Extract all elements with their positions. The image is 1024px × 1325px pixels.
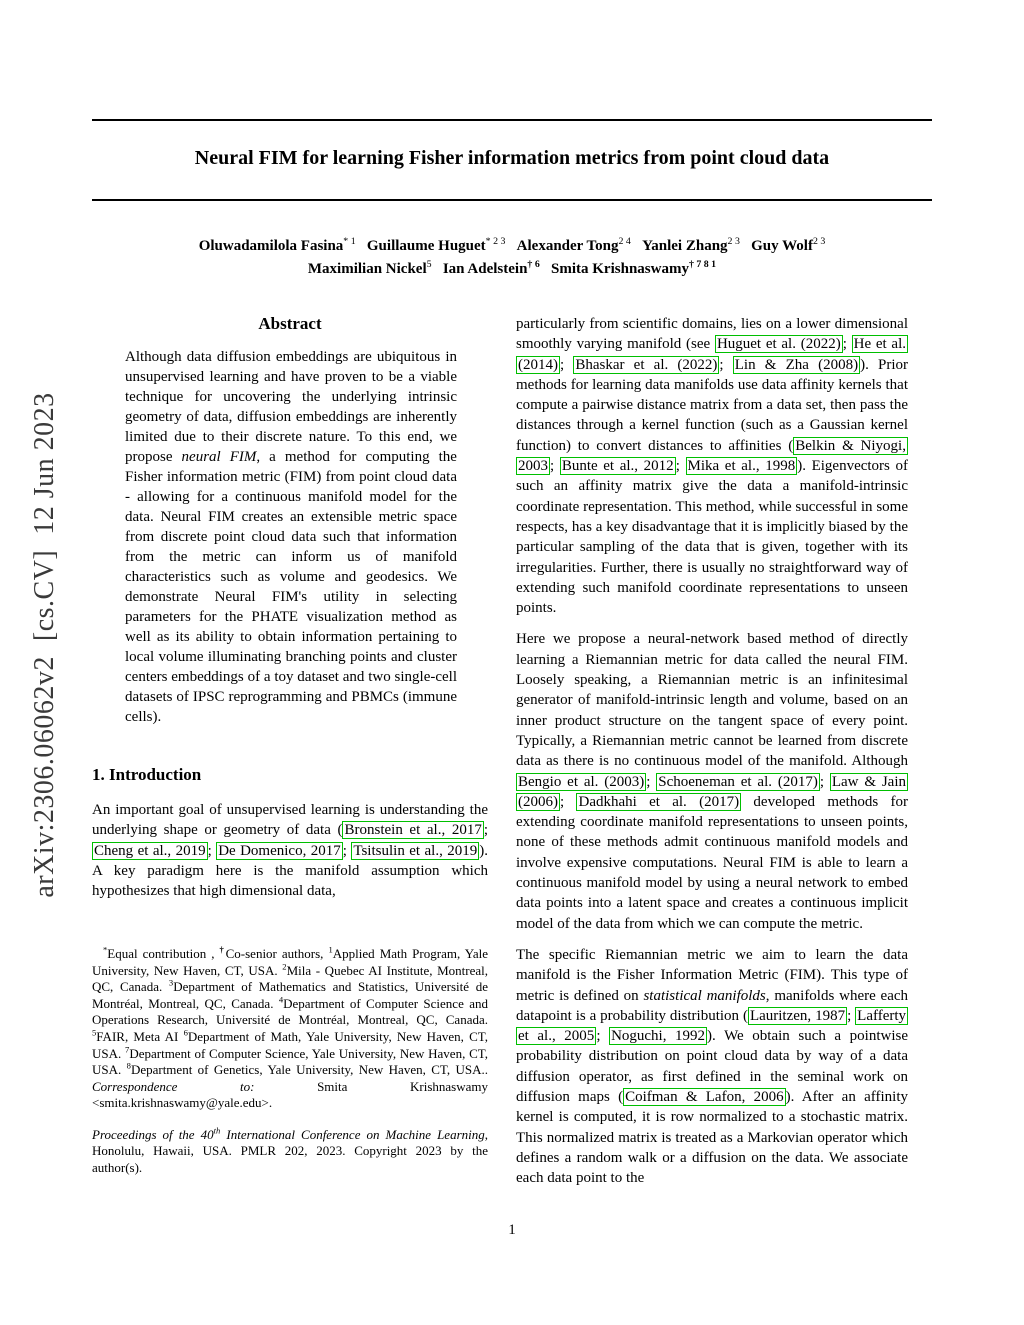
citation-link[interactable]: Mika et al., 1998: [687, 458, 796, 475]
proceedings-note: [92, 1127, 488, 1176]
citation-link[interactable]: De Domenico, 2017: [218, 842, 341, 859]
text-segment: The specific Riemannian metric we aim to learn the data manifold is the Fisher Information Metric (FIM). This type of metric is defined on: [516, 946, 908, 1004]
text-segment: Yanlei Zhang: [642, 238, 728, 254]
text-segment: Department of Computer Science, Yale University, New Haven, CT, USA.: [92, 1045, 488, 1078]
text-segment: Equal contribution ,: [107, 946, 220, 961]
body-paragraph-1: [516, 314, 908, 618]
text-segment: 1: [328, 944, 333, 955]
title-rule-top: [92, 119, 932, 121]
text-segment: *: [103, 944, 108, 955]
author-line-2: [60, 258, 964, 281]
text-segment: Although data diffusion embeddings are ubiquitous in unsupervised learning and have proven to be a viable technique for uncovering the underlying intrinsic geometry of data, diffusion embeddings are inherently limited due to their discrete nature. To this end, we propose: [125, 349, 457, 465]
text-segment: developed methods for extending coordinate manifold representations to unseen points, none of these methods admit continuous manifold models and involve expensive computations. Neural FIM is able to learn a continuous manifold model by using a neural network to embed data points into a latent space and creates a continuous implicit model of the data from which we can compute the metric.: [516, 793, 908, 932]
citation-link[interactable]: Lauritzen, 1987: [749, 1007, 846, 1024]
text-segment: Ian Adelstein: [442, 261, 528, 277]
author-line-1: [60, 235, 964, 258]
text-segment: ;: [596, 1028, 610, 1045]
text-segment: Department of Math, Yale University, New Haven, CT, USA.: [92, 1028, 488, 1061]
text-segment: ). Prior methods for learning data manifolds use data affinity kernels that compute a pairwise distance matrix from a data set, then pass the distances through a kernel function (such as a Gaussian kernel function) to convert distances to affinities (: [516, 356, 908, 454]
text-segment: [540, 261, 551, 277]
citation-link[interactable]: Bengio et al. (2003): [518, 773, 645, 790]
citation-link[interactable]: Coifman & Lafon, 2006: [625, 1088, 784, 1105]
text-segment: 3: [168, 977, 174, 988]
text-segment: Maximilian Nickel: [307, 261, 427, 277]
text-segment: ;: [719, 356, 733, 373]
footnote-block: [92, 946, 488, 1176]
text-segment: ;: [483, 822, 488, 839]
paper-title: Neural FIM for learning Fisher information metrics from point cloud data: [194, 147, 830, 169]
text-segment: 5: [426, 259, 432, 270]
text-segment: [631, 238, 642, 254]
body-paragraph-2: [516, 629, 908, 933]
text-segment: Oluwadamilola Fasina: [198, 238, 344, 254]
citation-link[interactable]: Dadkhahi et al. (2017): [578, 793, 740, 810]
text-segment: Applied Math Program, Yale University, New Haven, CT, USA.: [92, 946, 488, 978]
text-segment: [505, 238, 516, 254]
intro-paragraph: [92, 800, 488, 901]
text-segment: ). After an affinity kernel is computed, it is row normalized to a stochastic matrix. This normalized matrix is treated as a Markovian operator which defines a random walk or a diffusion on the data. We associate each data point to the: [516, 1088, 908, 1187]
text-segment: Department of Computer Science and Operations Research, Université de Montréal, Montreal, QC, Canada.: [92, 995, 488, 1028]
text-segment: Correspondence to:: [92, 1078, 255, 1094]
text-segment: International Conference on Machine Learning: [220, 1126, 485, 1142]
text-segment: [432, 261, 443, 277]
text-segment: , a method for computing the Fisher information metric (FIM) from point cloud data - allowing for a continuous manifold model for the data. Neural FIM creates an extensible metric space from discrete point cloud data such that information from the metric can inform us of manifold characteristics such as volume and geodesics. We demonstrate Neural FIM's utility in selecting parameters for the PHATE visualization method as well as its ability to obtain information pertaining to local volume illuminating branching points and cluster centers embeddings of a toy dataset and two single-cell datasets of IPSC reprogramming and PBMCs (immune cells).: [125, 449, 457, 725]
text-segment: 6: [183, 1027, 188, 1038]
text-segment: Here we propose a neural-network based method of directly learning a Riemannian metric for data called the neural FIM. Loosely speaking, a Riemannian metric is an infinitesimal generator of manifold-intrinsic length and volume, based on an inner product structure on the tangent space of every point. Typically, a Riemannian metric cannot be learned from discrete data as there is no continuous model of the manifold. Although: [516, 631, 908, 770]
text-segment: Guillaume Huguet: [366, 238, 486, 254]
text-segment: ;: [560, 356, 574, 373]
citation-link[interactable]: Schoeneman et al. (2017): [658, 773, 818, 790]
text-segment: ;: [675, 458, 686, 475]
body-paragraph-3: [516, 945, 908, 1189]
text-segment: ;: [207, 842, 217, 859]
text-segment: Smita Krishnaswamy <smita.krishnaswamy@yale.edu>.: [92, 1078, 488, 1111]
text-segment: [740, 238, 751, 254]
text-segment: 2: [282, 961, 287, 972]
text-segment: Alexander Tong: [516, 238, 619, 254]
citation-link[interactable]: He et al. (2014): [518, 336, 907, 373]
arxiv-stamp: arXiv:2306.06062v2 [cs.CV] 12 Jun 2023: [29, 392, 60, 898]
text-segment: Co-senior authors,: [225, 946, 329, 961]
text-segment: [356, 238, 367, 254]
text-segment: , manifolds where each datapoint is a probability distribution (: [516, 987, 909, 1024]
text-segment: * 1: [343, 236, 356, 247]
text-segment: ;: [842, 336, 852, 353]
text-segment: † 7 8 1: [688, 259, 717, 270]
page-number: 1: [508, 1222, 516, 1238]
text-segment: 4: [278, 994, 284, 1005]
citation-link[interactable]: Huguet et al. (2022): [716, 336, 841, 353]
text-segment: 2 3: [727, 236, 740, 247]
right-column: [516, 314, 908, 1199]
author-block: [60, 235, 964, 281]
text-segment: Guy Wolf: [751, 238, 813, 254]
text-segment: Proceedings of the 40: [92, 1126, 214, 1142]
text-segment: An important goal of unsupervised learning is understanding the underlying shape or geometry of data (: [92, 802, 488, 839]
text-segment: 7: [125, 1044, 130, 1055]
left-column: [92, 314, 488, 912]
citation-link[interactable]: Belkin & Niyogi, 2003: [518, 437, 906, 475]
text-segment: , Honolulu, Hawaii, USA. PMLR 202, 2023. Copyright 2023 by the author(s).: [92, 1126, 488, 1175]
text-segment: Mila - Quebec AI Institute, Montreal, QC, Canada.: [92, 962, 488, 995]
text-segment: ). A key paradigm here is the manifold assumption which hypothesizes that high dimensional data,: [92, 842, 488, 900]
citation-link[interactable]: Lafferty et al., 2005: [518, 1007, 907, 1045]
citation-link[interactable]: Law & Jain (2006): [518, 773, 907, 810]
text-segment: FAIR, Meta AI: [96, 1028, 184, 1044]
text-segment: † 6: [527, 259, 540, 270]
citation-link[interactable]: Lin & Zha (2008): [734, 356, 859, 373]
abstract-heading: Abstract: [258, 314, 322, 333]
text-segment: neural FIM: [181, 449, 257, 465]
affiliation-footnote: [92, 946, 488, 1112]
text-segment: 8: [126, 1060, 131, 1071]
citation-link[interactable]: Bunte et al., 2012: [561, 458, 674, 475]
title-rule-bottom: [92, 199, 932, 201]
text-segment: Department of Mathematics and Statistics, Université de Montréal, Montreal, QC, Canada.: [92, 979, 488, 1011]
text-segment: ;: [342, 842, 352, 859]
citation-link[interactable]: Cheng et al., 2019: [94, 842, 206, 859]
text-segment: 5: [92, 1027, 97, 1038]
abstract-text: [125, 347, 457, 727]
text-segment: particularly from scientific domains, lies on a lower dimensional smoothly varying manifold (see: [516, 316, 908, 353]
citation-link[interactable]: Tsitsulin et al., 2019: [353, 842, 478, 859]
text-segment: statistical manifolds: [643, 987, 766, 1004]
text-segment: ;: [646, 773, 657, 790]
text-segment: ;: [550, 458, 560, 475]
text-segment: ;: [847, 1007, 856, 1024]
citation-link[interactable]: Noguchi, 1992: [611, 1028, 706, 1045]
text-segment: 2 3: [812, 236, 826, 247]
citation-link[interactable]: Bhaskar et al. (2022): [575, 356, 718, 373]
section-heading-introduction: 1. Introduction: [92, 765, 202, 784]
text-segment: ). Eigenvectors of such an affinity matrix give the data a manifold-intrinsic coordinate representation. This method, while successful in some respects, has a key disadvantage that it is implicitly biased by the particular sampling of the data that is given, together with its irregularities. Further, there is usually no straightforward way of extending such manifold coordinate representations to unseen points.: [516, 458, 909, 617]
text-segment: th: [213, 1125, 221, 1136]
citation-link[interactable]: Bronstein et al., 2017: [344, 822, 482, 839]
text-segment: * 2 3: [485, 236, 506, 247]
text-segment: 2 4: [618, 236, 631, 247]
text-segment: Smita Krishnaswamy: [551, 261, 689, 277]
text-segment: ;: [819, 773, 830, 790]
text-segment: Department of Genetics, Yale University, New Haven, CT, USA..: [130, 1062, 488, 1078]
text-segment: ;: [560, 793, 577, 810]
text-segment: ). We obtain such a pointwise probability distribution on point cloud data by way of a data diffusion operator, as first defined in the seminal work on diffusion maps (: [516, 1028, 908, 1105]
text-segment: †: [219, 944, 226, 955]
